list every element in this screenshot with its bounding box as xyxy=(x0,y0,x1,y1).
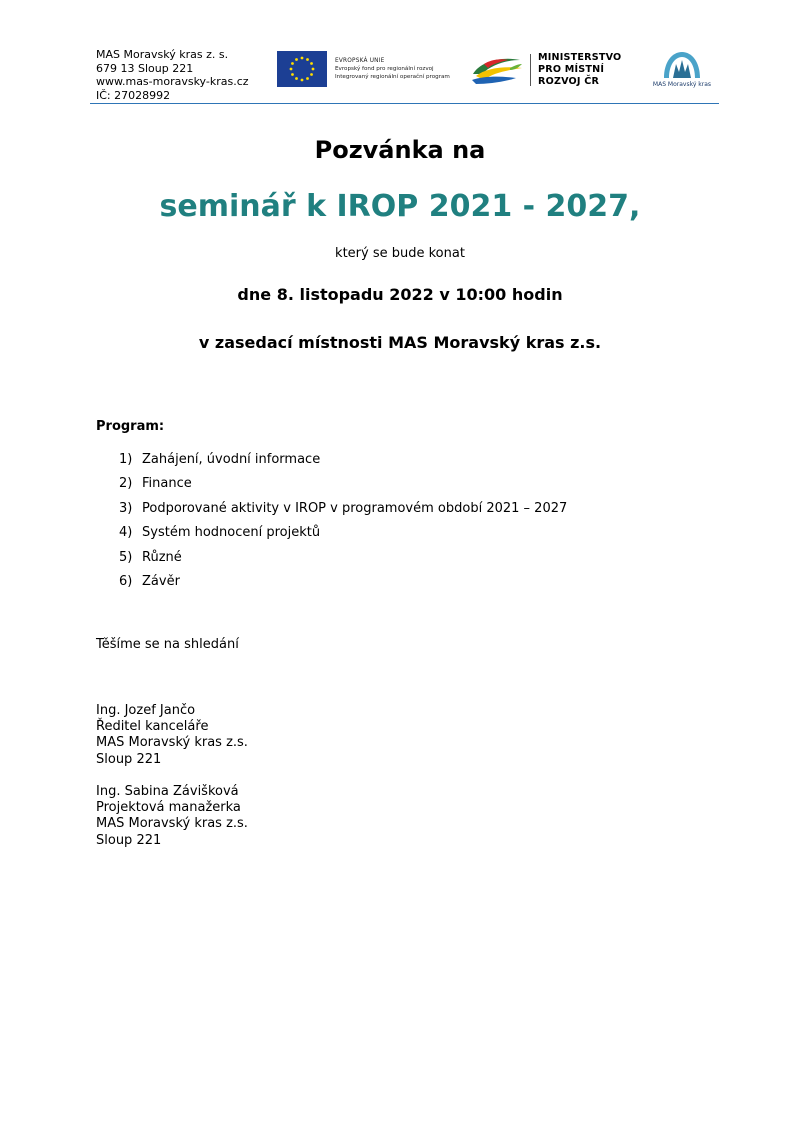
signature-role: Projektová manažerka xyxy=(96,800,241,816)
address-line: MAS Moravský kras z. s. xyxy=(96,48,229,61)
mmr-separator xyxy=(530,54,531,86)
eu-logo-line: Evropský fond pro regionální rozvoj xyxy=(335,66,434,72)
mas-logo-caption: MAS Moravský kras xyxy=(652,81,712,88)
eu-star-icon xyxy=(291,62,294,65)
signature-name: Ing. Sabina Závišková xyxy=(96,784,239,799)
signature-role: Ředitel kanceláře xyxy=(96,719,209,735)
address-line: IČ: 27028992 xyxy=(96,88,171,102)
header-divider xyxy=(90,103,719,104)
eu-star-icon xyxy=(295,58,298,61)
eu-star-icon xyxy=(312,68,315,71)
program-item-text: Závěr xyxy=(142,573,180,589)
program-item xyxy=(119,500,567,524)
program-item-number: 3) xyxy=(119,500,133,516)
program-item-number: 5) xyxy=(119,549,133,565)
address-line: 679 13 Sloup 221 xyxy=(96,61,194,75)
program-item-text: Podporované aktivity v IROP v programovém období 2021 – 2027 xyxy=(142,500,568,516)
program-item-number: 4) xyxy=(119,525,133,541)
eu-logo-text xyxy=(335,57,450,81)
signature-organization: MAS Moravský kras z.s. xyxy=(96,735,248,751)
program-item-number: 6) xyxy=(119,573,133,589)
signature-block xyxy=(96,784,248,849)
mmr-emblem-icon xyxy=(470,54,524,86)
eu-star-icon xyxy=(306,77,309,80)
program-item xyxy=(119,451,567,475)
eu-logo xyxy=(277,50,463,88)
event-date: dne 8. listopadu 2022 v 10:00 hodin xyxy=(237,285,563,304)
mmr-logo-line: ROZVOJ ČR xyxy=(538,76,600,87)
program-item-text: Finance xyxy=(142,476,192,492)
program-item xyxy=(119,524,567,548)
eu-star-icon xyxy=(291,73,294,76)
eu-flag-icon xyxy=(277,51,327,87)
website-link: www.mas-moravsky-kras.cz xyxy=(96,75,249,88)
program-item-text: Různé xyxy=(142,549,182,565)
event-place: v zasedací místnosti MAS Moravský kras z.s. xyxy=(198,333,602,352)
mas-logo xyxy=(652,50,712,88)
eu-star-icon xyxy=(306,58,309,61)
mas-moravsky-kras-icon xyxy=(660,50,704,80)
signature-organization: MAS Moravský kras z.s. xyxy=(96,816,248,832)
program-item xyxy=(119,573,567,597)
program-item xyxy=(119,549,567,573)
event-intro: který se bude konat xyxy=(335,246,465,261)
invitation-title: Pozvánka na xyxy=(314,136,486,164)
mmr-logo-line: PRO MÍSTNÍ xyxy=(538,64,605,75)
signature-address: Sloup 221 xyxy=(96,832,162,848)
signature-name: Ing. Jozef Jančo xyxy=(96,703,196,718)
mmr-logo-text xyxy=(538,52,621,88)
program-item-text: Zahájení, úvodní informace xyxy=(142,452,321,467)
program-heading: Program: xyxy=(96,419,165,434)
program-item xyxy=(119,475,567,499)
eu-logo-line: EVROPSKÁ UNIE xyxy=(335,58,385,64)
program-item-number: 1) xyxy=(119,452,133,467)
sender-address xyxy=(96,48,249,102)
closing-line: Těšíme se na shledání xyxy=(96,637,239,652)
eu-star-icon xyxy=(301,79,304,82)
eu-star-icon xyxy=(310,73,313,76)
eu-star-icon xyxy=(295,77,298,80)
event-title: seminář k IROP 2021 - 2027, xyxy=(159,189,641,224)
eu-logo-line: Integrovaný regionální operační program xyxy=(335,74,450,80)
signature-address: Sloup 221 xyxy=(96,751,162,767)
eu-star-icon xyxy=(290,68,293,71)
mmr-logo-line: MINISTERSTVO xyxy=(538,52,622,63)
program-item-text: Systém hodnocení projektů xyxy=(142,525,321,541)
mmr-logo xyxy=(470,52,621,88)
eu-star-icon xyxy=(310,62,313,65)
program-list xyxy=(119,451,567,597)
eu-star-icon xyxy=(301,57,304,60)
program-item-number: 2) xyxy=(119,476,133,492)
signature-block xyxy=(96,703,248,768)
